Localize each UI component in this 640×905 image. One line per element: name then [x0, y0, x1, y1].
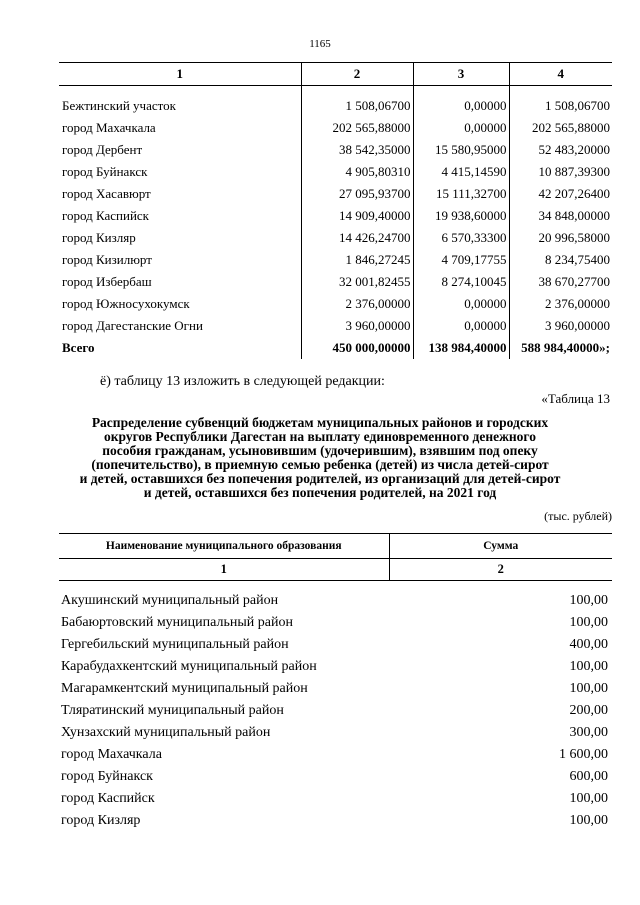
value-cell: 2 376,00000: [509, 293, 612, 315]
value-cell: 34 848,00000: [509, 205, 612, 227]
value-cell: 20 996,58000: [509, 227, 612, 249]
municipality-name: город Махачкала: [61, 747, 162, 762]
municipality-name: город Дагестанские Огни: [62, 318, 203, 333]
table-header-row: [59, 63, 612, 86]
title-line: пособия гражданам, усыновившим (удочерившим), взявшим под опеку: [102, 443, 538, 458]
municipality-name: город Хасавюрт: [62, 186, 151, 201]
table-row: [59, 117, 612, 139]
value-cell: 27 095,93700: [301, 183, 413, 205]
value-cell: 4 905,80310: [301, 161, 413, 183]
value-cell: 14 426,24700: [301, 227, 413, 249]
column-header: 4: [509, 63, 612, 86]
value-cell: 202 565,88000: [301, 117, 413, 139]
amount-cell: 100,00: [569, 791, 608, 806]
column-header: 2: [301, 63, 413, 86]
municipality-name: Магарамкентский муниципальный район: [61, 681, 308, 696]
municipality-name: город Кизляр: [62, 230, 136, 245]
value-cell: 2 376,00000: [301, 293, 413, 315]
table-row: [59, 590, 612, 612]
municipality-name: Тляратинский муниципальный район: [61, 703, 284, 718]
table-row: [59, 293, 612, 315]
value-cell: 1 508,06700: [509, 95, 612, 117]
value-cell: 14 909,40000: [301, 205, 413, 227]
amount-cell: 300,00: [569, 725, 608, 740]
municipality-name: город Каспийск: [62, 208, 149, 223]
municipality-name: город Каспийск: [61, 791, 155, 806]
value-cell: 52 483,20000: [509, 139, 612, 161]
municipality-name: Бабаюртовский муниципальный район: [61, 615, 293, 630]
units-label: (тыс. рублей): [544, 509, 612, 523]
table-row: [59, 656, 612, 678]
subvention-table-13: [59, 533, 612, 832]
municipality-name: город Дербент: [62, 142, 143, 157]
table-row: [59, 634, 612, 656]
column-index: 1: [59, 559, 389, 581]
municipality-name: Хунзахский муниципальный район: [61, 725, 271, 740]
value-cell: 202 565,88000: [509, 117, 612, 139]
value-cell: 8 234,75400: [509, 249, 612, 271]
value-cell: 19 938,60000: [413, 205, 509, 227]
amount-cell: 100,00: [569, 659, 608, 674]
amount-cell: 100,00: [569, 813, 608, 828]
value-cell: 1 846,27245: [301, 249, 413, 271]
title-line: и детей, оставшихся без попечения родителей, из организаций для детей-сирот: [79, 471, 561, 486]
table-row: [59, 139, 612, 161]
table-row: [59, 678, 612, 700]
column-header: 3: [413, 63, 509, 86]
table-row: [59, 612, 612, 634]
value-cell: 3 960,00000: [301, 315, 413, 337]
title-line: округов Республики Дагестан на выплату единовременного денежного: [104, 429, 536, 444]
value-cell: 32 001,82455: [301, 271, 413, 293]
table-row: [59, 95, 612, 117]
table-row: [59, 810, 612, 832]
table-row: [59, 227, 612, 249]
column-index-row: [59, 559, 612, 581]
value-cell: 0,00000: [413, 95, 509, 117]
table-row: [59, 722, 612, 744]
title-line: и детей, оставшихся без попечения родителей, на 2021 год: [143, 485, 497, 500]
value-cell: 38 542,35000: [301, 139, 413, 161]
municipality-name: Бежтинский участок: [62, 98, 176, 113]
page-number: 1165: [309, 38, 331, 50]
municipality-name: город Кизилюрт: [62, 252, 152, 267]
table-row: [59, 744, 612, 766]
municipality-name: город Махачкала: [62, 120, 156, 135]
value-cell: 0,00000: [413, 293, 509, 315]
municipality-name: город Буйнакск: [62, 164, 148, 179]
value-cell: 0,00000: [413, 117, 509, 139]
municipality-name: город Южносухокумск: [62, 296, 190, 311]
value-cell: 8 274,10045: [413, 271, 509, 293]
title-line: (попечительство), в приемную семью ребенка (детей) из числа детей-сирот: [91, 457, 549, 472]
amount-cell: 200,00: [569, 703, 608, 718]
table-row: [59, 788, 612, 810]
amendment-instruction: ё) таблицу 13 изложить в следующей редакции:: [100, 374, 385, 389]
municipality-name: Гергебильский муниципальный район: [61, 637, 289, 652]
table-row: [59, 315, 612, 337]
value-cell: 42 207,26400: [509, 183, 612, 205]
amount-cell: 600,00: [569, 769, 608, 784]
table-row: [59, 205, 612, 227]
title-line: Распределение субвенций бюджетам муниципальных районов и городских: [91, 415, 549, 430]
table-row: [59, 161, 612, 183]
amount-cell: 1 600,00: [559, 747, 608, 762]
total-value: 588 984,40000»;: [509, 337, 612, 359]
municipality-name: город Кизляр: [61, 813, 141, 828]
municipality-name: Акушинский муниципальный район: [61, 593, 279, 608]
subvention-table-continued: [59, 62, 612, 359]
municipality-name: Карабудахкентский муниципальный район: [61, 659, 317, 674]
municipality-name: город Буйнакск: [61, 769, 153, 784]
amount-cell: 100,00: [569, 615, 608, 630]
value-cell: 10 887,39300: [509, 161, 612, 183]
amount-cell: 100,00: [569, 681, 608, 696]
column-header: Сумма: [389, 534, 612, 559]
value-cell: 15 580,95000: [413, 139, 509, 161]
amount-cell: 100,00: [569, 593, 608, 608]
total-label: Всего: [62, 340, 95, 355]
table-header-row: [59, 534, 612, 559]
value-cell: 3 960,00000: [509, 315, 612, 337]
value-cell: 0,00000: [413, 315, 509, 337]
table-row: [59, 249, 612, 271]
value-cell: 38 670,27700: [509, 271, 612, 293]
value-cell: 4 709,17755: [413, 249, 509, 271]
total-value: 138 984,40000: [413, 337, 509, 359]
table-title: [40, 416, 600, 500]
amount-cell: 400,00: [569, 637, 608, 652]
total-value: 450 000,00000: [301, 337, 413, 359]
table-row: [59, 766, 612, 788]
column-index: 2: [389, 559, 612, 581]
value-cell: 1 508,06700: [301, 95, 413, 117]
value-cell: 4 415,14590: [413, 161, 509, 183]
column-header: Наименование муниципального образования: [59, 534, 389, 559]
value-cell: 6 570,33300: [413, 227, 509, 249]
table-row: [59, 700, 612, 722]
table-row: [59, 183, 612, 205]
column-header: 1: [59, 63, 301, 86]
value-cell: 15 111,32700: [413, 183, 509, 205]
total-row: [59, 337, 612, 359]
municipality-name: город Избербаш: [62, 274, 152, 289]
table-row: [59, 271, 612, 293]
table-reference: «Таблица 13: [541, 391, 610, 406]
